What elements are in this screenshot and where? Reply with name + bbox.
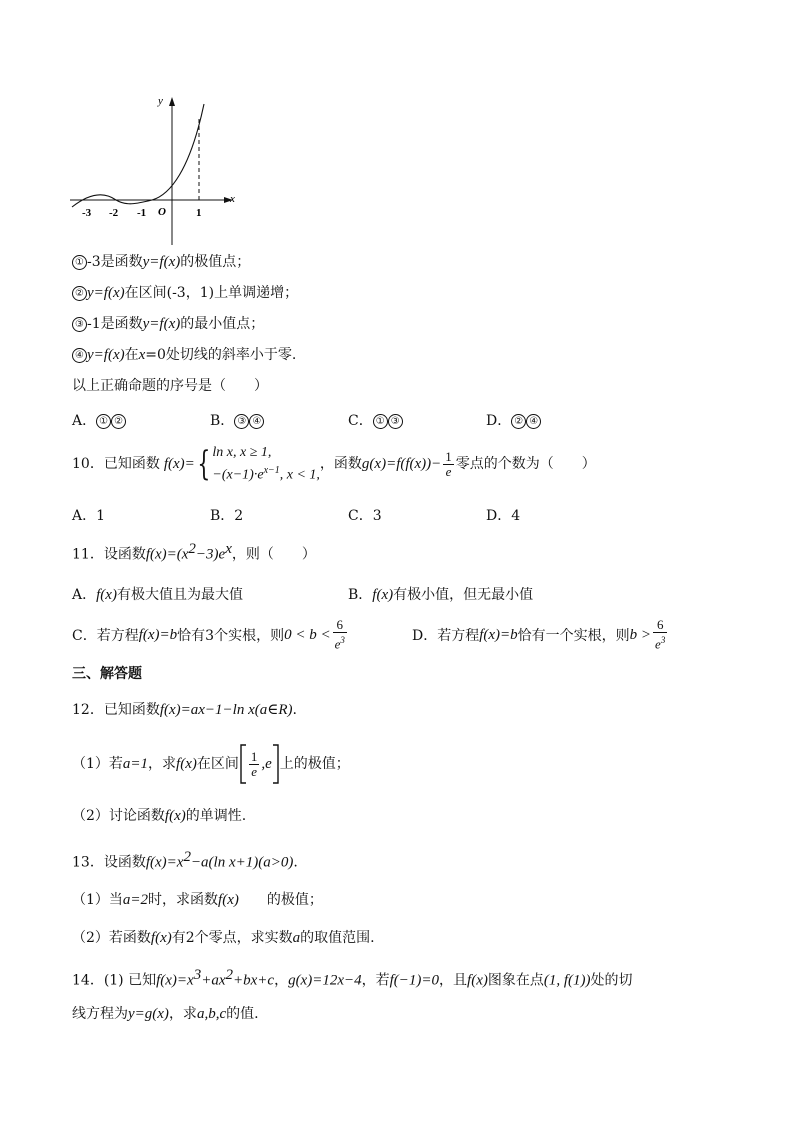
origin-label: O xyxy=(158,206,166,218)
q9-prompt: 以上正确命题的序号是（ ） xyxy=(72,378,268,394)
statement-1: ① -3是函数y=f(x)的极值点； xyxy=(72,253,250,271)
statement-2: ② y=f(x)在区间(-3，1)上单调递增； xyxy=(72,284,298,302)
q10-option-a[interactable]: A．1 xyxy=(72,508,106,524)
question-14-line-2: 线方程为y=g(x)，求a,b,c的值. xyxy=(72,1006,259,1022)
question-13-part-2: （2）若函数f(x)有2个零点，求实数a的取值范围. xyxy=(72,930,375,946)
question-12: 12．已知函数f(x)=ax−1−ln x(a∈R). xyxy=(72,702,297,718)
tick-label: -3 xyxy=(82,207,92,219)
question-12-part-2: （2）讨论函数f(x)的单调性. xyxy=(72,808,247,824)
statement-4: ④ y=f(x)在x=0处切线的斜率小于零. xyxy=(72,346,296,364)
tick-label: 1 xyxy=(196,207,202,219)
circled-number: ② xyxy=(72,286,87,301)
function-graph xyxy=(60,90,250,250)
fraction: $\frac{6}{e^3}$ xyxy=(655,617,666,652)
curve xyxy=(72,104,204,207)
circled-number: ① xyxy=(72,255,87,270)
question-14-line-1: 14．(1) 已知$f(x)=x^3+ax^2+bx+c$，g(x)=12x−4，若f(−1)=0，且f(x)图象在点(1, f(1))处的切 xyxy=(72,967,633,989)
question-13: 13．设函数$f(x)=x^2-a(\ln$ x+1)(a>0). xyxy=(72,849,298,871)
q9-option-d[interactable]: D． ② ④ xyxy=(486,410,541,430)
question-13-part-1: （1）当a=2时，求函数f(x) 的极值； xyxy=(72,892,323,908)
piecewise-cases: ln x, x ≥ 1, $-(x-1)\cdot e^{x-1}$, x < 1, xyxy=(212,444,320,483)
statement-3: ③ -1是函数y=f(x)的最小值点； xyxy=(72,315,264,333)
q11-option-a[interactable]: A．f(x)有极大值且为最大值 xyxy=(72,587,243,603)
q10-option-d[interactable]: D．4 xyxy=(486,508,521,524)
question-11: 11．设函数$f(x)=(x^2-3)e^x$，则（ ） xyxy=(72,541,316,563)
q9-option-a[interactable]: A． ① ② xyxy=(72,410,126,430)
x-axis-label: x xyxy=(230,193,235,205)
fraction: $\frac{1}{e}$ xyxy=(250,748,258,779)
q9-option-c[interactable]: C． ① ③ xyxy=(348,410,403,430)
fraction: $\frac{6}{e^3}$ xyxy=(334,617,345,652)
y-axis-arrow xyxy=(169,97,175,106)
question-10: 10．已知函数 f(x)= { ln x, x ≥ 1, $-(x-1)\cdot e^{x-1}$, x < 1, ，函数 g(x)=f(f(x))− $\frac{1}{e}$ 零点的个数为（ ） xyxy=(72,444,596,484)
y-axis-label: y xyxy=(158,95,163,107)
tick-label: -2 xyxy=(109,207,119,219)
fraction: $\frac{1}{e}$ xyxy=(445,448,452,479)
question-12-part-1: （1）若 a=1 ，求 f(x) 在区间 $\frac{1}{e}$ ,e 上的极值； xyxy=(72,742,350,786)
q10-option-c[interactable]: C．3 xyxy=(348,508,382,524)
section-heading: 三、解答题 xyxy=(72,666,142,682)
q9-option-b[interactable]: B． ③ ④ xyxy=(210,410,264,430)
left-bracket xyxy=(239,744,247,784)
piecewise-brace: { xyxy=(197,444,211,484)
circled-number: ④ xyxy=(72,348,87,363)
q11-option-d[interactable]: D．若方程 f(x)=b 恰有一个实根，则 b > $\frac{6}{e^3}$ xyxy=(412,617,666,652)
right-bracket xyxy=(272,744,280,784)
q11-option-c[interactable]: C．若方程 f(x)=b 恰有3个实根，则 0 < b < $\frac{6}{e^3}$ xyxy=(72,617,345,652)
q11-option-b[interactable]: B．f(x)有极小值，但无最小值 xyxy=(348,587,534,603)
circled-number: ③ xyxy=(72,317,87,332)
tick-label: -1 xyxy=(137,207,147,219)
q10-option-b[interactable]: B．2 xyxy=(210,508,244,524)
